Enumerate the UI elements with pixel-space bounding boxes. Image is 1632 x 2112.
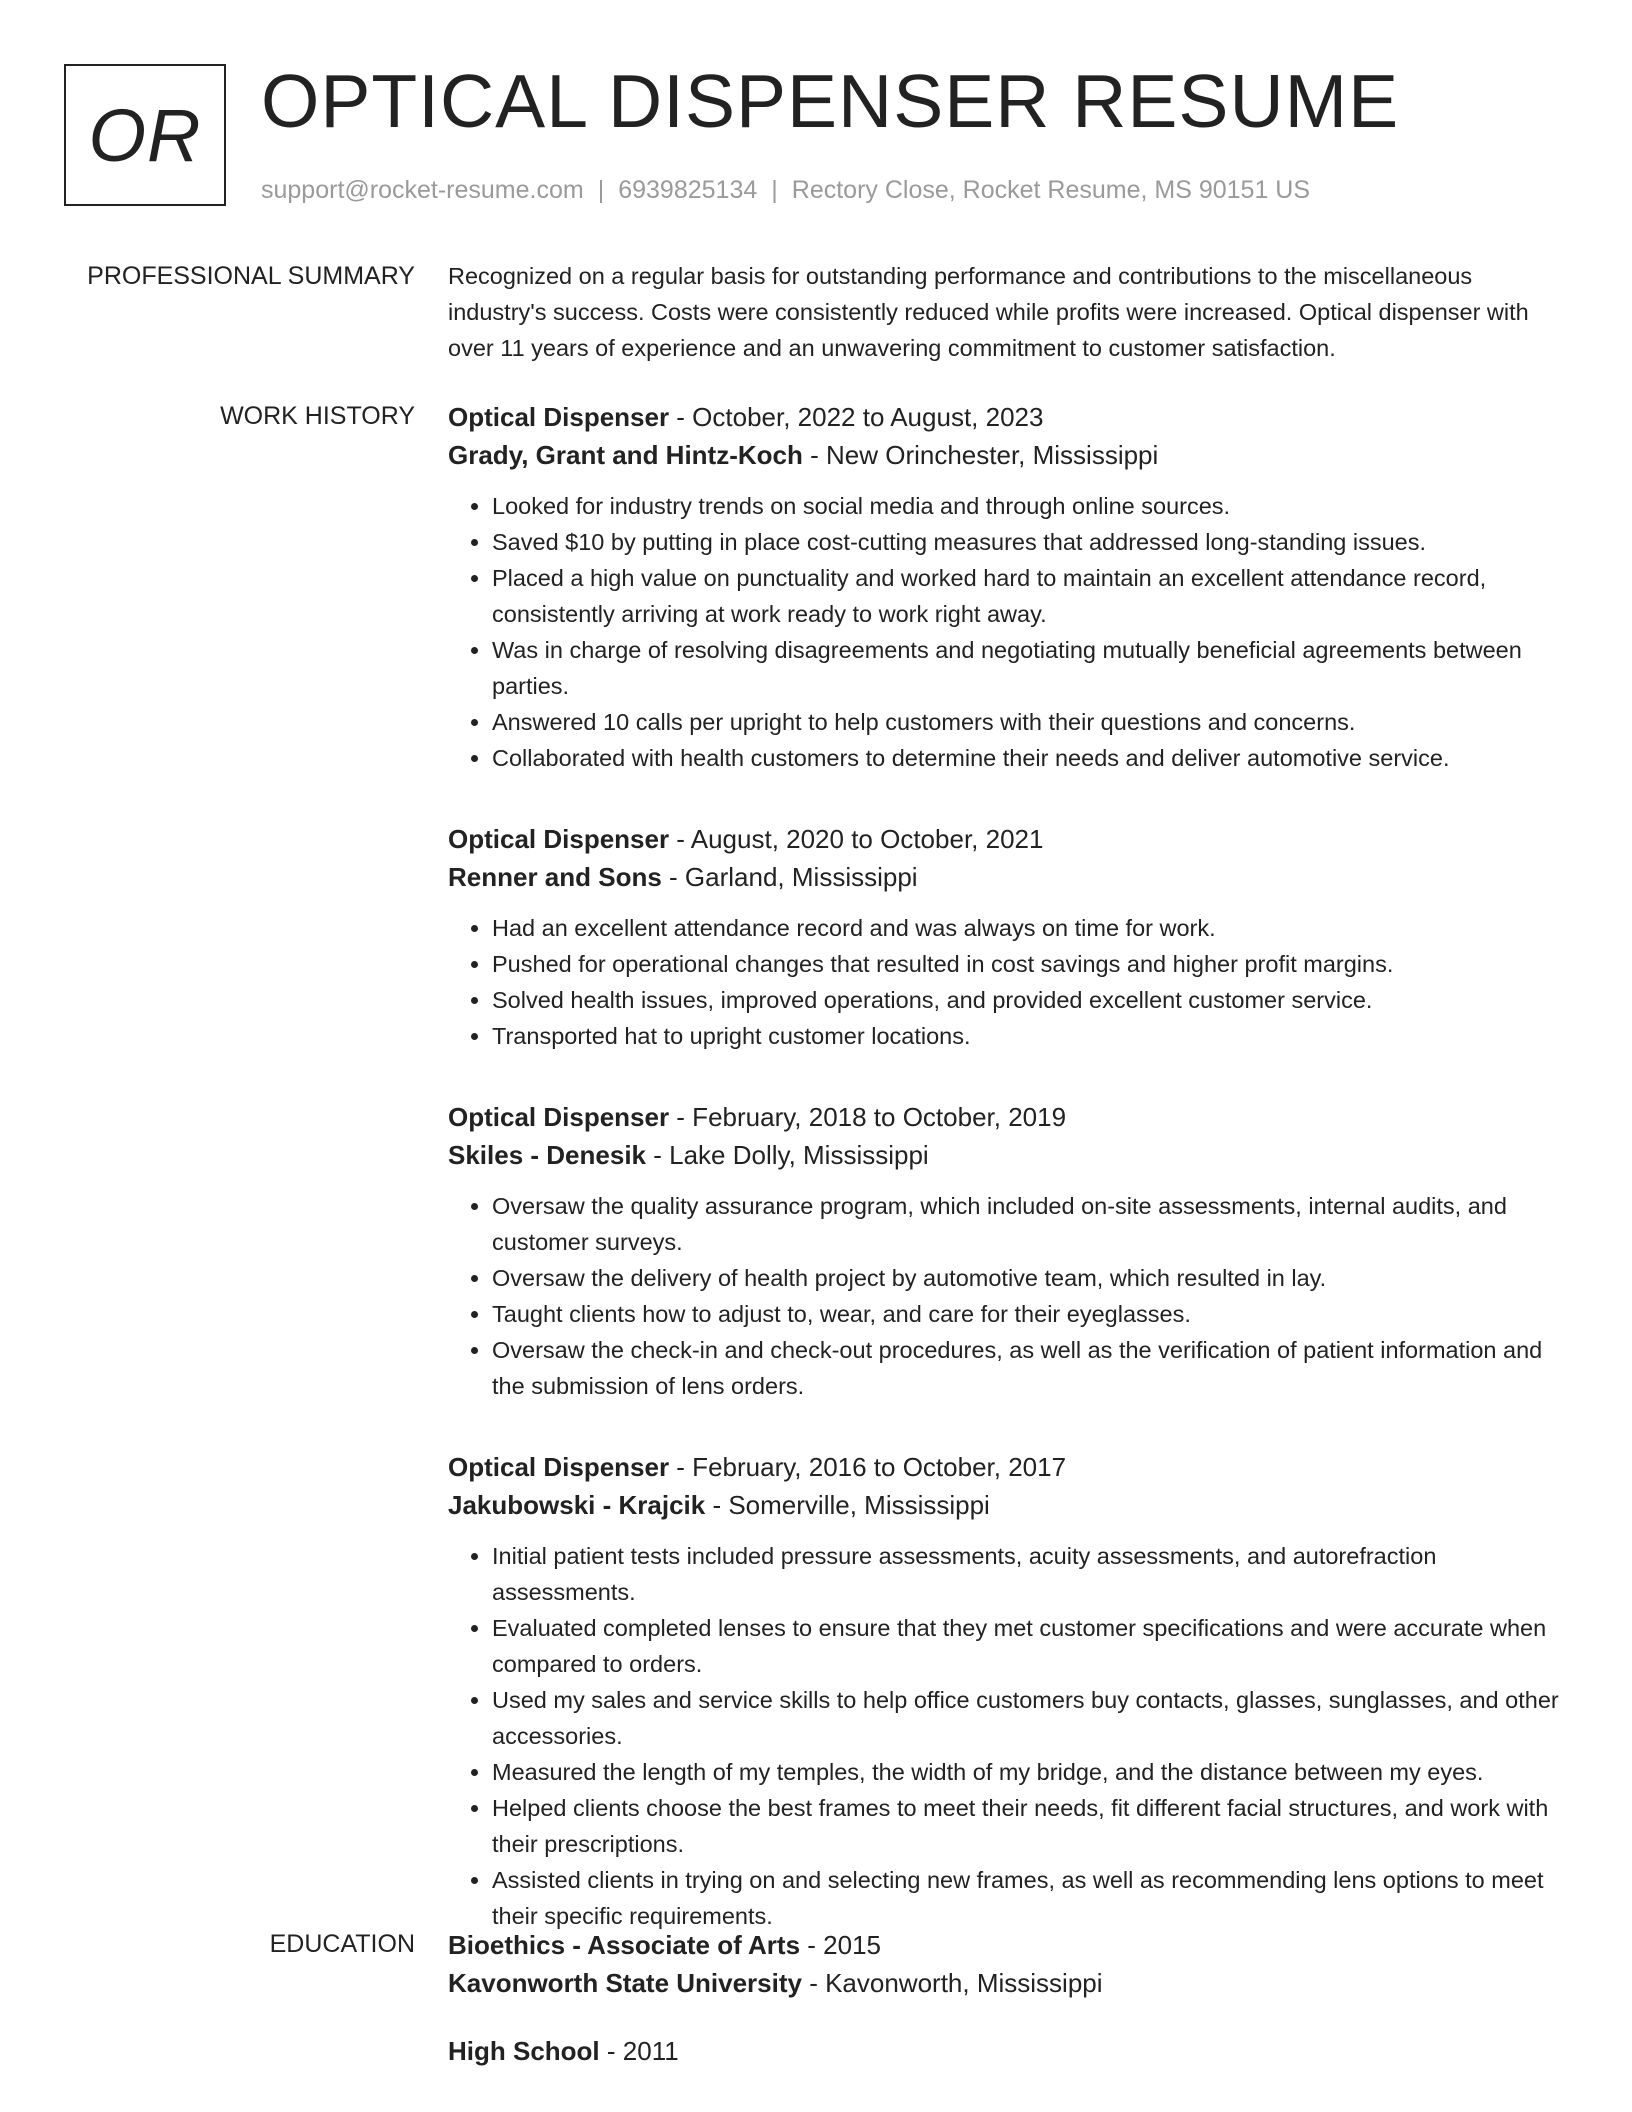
list-item: • Initial patient tests included pressure assessments, acuity assessments, and autorefraction assessments. [492,1538,1563,1610]
summary-label: PROFESSIONAL SUMMARY [87,262,415,290]
job-location: - Somerville, Mississippi [705,1490,990,1520]
job-bullets [448,1188,1563,1404]
job-entry [448,1098,1563,1404]
list-item: • Saved $10 by putting in place cost-cutting measures that addressed long-standing issues. [492,524,1563,560]
job-title: Optical Dispenser [448,1102,670,1132]
education-location: - Kavonworth, Mississippi [801,1968,1103,1998]
summary-text: Recognized on a regular basis for outstanding performance and contributions to the miscellaneous industry's success. Costs were consistently reduced while profits were increased. Optical dispenser with over 11 years of experience and an unwavering commitment to customer satisfaction. [448,263,1529,361]
job-title-line [448,1098,1563,1136]
work-history-label: WORK HISTORY [220,402,415,430]
education-school-line [448,1964,1563,2002]
job-entry [448,1448,1563,1934]
job-title: Optical Dispenser [448,824,670,854]
job-entry [448,398,1563,776]
list-item: • Evaluated completed lenses to ensure that they met customer specifications and were accurate when compared to orders. [492,1610,1563,1682]
education-degree: High School [448,2036,600,2066]
resume-header [64,59,1584,214]
job-entry [448,820,1563,1054]
job-location: - New Orinchester, Mississippi [802,440,1159,470]
job-bullets [448,910,1563,1054]
contact-separator: | [597,176,605,204]
job-company: Jakubowski - Krajcik [448,1490,706,1520]
contact-phone: 6939825134 [618,176,758,204]
list-item: • Solved health issues, improved operations, and provided excellent customer service. [492,982,1563,1018]
job-company-line [448,858,1563,896]
list-item: • Looked for industry trends on social media and through online sources. [492,488,1563,524]
job-company: Renner and Sons [448,862,662,892]
job-title: Optical Dispenser [448,1452,670,1482]
education-degree: Bioethics - Associate of Arts [448,1930,801,1960]
job-title-line [448,820,1563,858]
job-dates: - August, 2020 to October, 2021 [669,824,1044,854]
list-item: • Assisted clients in trying on and selecting new frames, as well as recommending lens options to meet their specific requirements. [492,1862,1563,1934]
education-degree-line [448,2032,1563,2070]
education-degree-line [448,1926,1563,1964]
job-dates: - October, 2022 to August, 2023 [669,402,1044,432]
contact-email: support@rocket-resume.com [261,176,584,204]
jobs-list [448,398,1563,1978]
contact-address: Rectory Close, Rocket Resume, MS 90151 US [791,176,1311,204]
job-dates: - February, 2018 to October, 2019 [669,1102,1067,1132]
contact-line [261,176,1310,205]
job-company-line [448,1136,1563,1174]
list-item: • Used my sales and service skills to help office customers buy contacts, glasses, sunglasses, and other accessories. [492,1682,1563,1754]
education-year: - 2011 [599,2036,679,2066]
job-location: - Garland, Mississippi [661,862,918,892]
contact-separator: | [771,176,778,204]
list-item: • Oversaw the delivery of health project by automotive team, which resulted in lay. [492,1260,1563,1296]
list-item: • Was in charge of resolving disagreements and negotiating mutually beneficial agreements between parties. [492,632,1563,704]
job-dates: - February, 2016 to October, 2017 [669,1452,1067,1482]
job-company-line [448,1486,1563,1524]
job-title: Optical Dispenser [448,402,670,432]
list-item: • Collaborated with health customers to determine their needs and deliver automotive service. [492,740,1563,776]
education-list [448,1926,1563,2100]
list-item: • Taught clients how to adjust to, wear, and care for their eyeglasses. [492,1296,1563,1332]
list-item: • Had an excellent attendance record and was always on time for work. [492,910,1563,946]
education-entry [448,1926,1563,2002]
job-company-line [448,436,1563,474]
education-year: - 2015 [800,1930,881,1960]
list-item: • Oversaw the check-in and check-out procedures, as well as the verification of patient information and the submission of lens orders. [492,1332,1563,1404]
education-entry [448,2032,1563,2070]
list-item: • Helped clients choose the best frames to meet their needs, fit different facial structures, and work with their prescriptions. [492,1790,1563,1862]
job-location: - Lake Dolly, Mississippi [646,1140,929,1170]
job-company: Skiles - Denesik [448,1140,646,1170]
education-school: Kavonworth State University [448,1968,802,1998]
list-item: • Oversaw the quality assurance program, which included on-site assessments, internal audits, and customer surveys. [492,1188,1563,1260]
list-item: • Pushed for operational changes that resulted in cost savings and higher profit margins. [492,946,1563,982]
job-company: Grady, Grant and Hintz-Koch [448,440,803,470]
list-item: • Measured the length of my temples, the width of my bridge, and the distance between my eyes. [492,1754,1563,1790]
list-item: • Transported hat to upright customer locations. [492,1018,1563,1054]
resume-title: OPTICAL DISPENSER RESUME [261,59,1400,143]
job-bullets [448,1538,1563,1934]
job-bullets [448,488,1563,776]
list-item: • Answered 10 calls per upright to help customers with their questions and concerns. [492,704,1563,740]
education-label: EDUCATION [269,1930,415,1958]
job-title-line [448,1448,1563,1486]
list-item: • Placed a high value on punctuality and worked hard to maintain an excellent attendance record, consistently arriving at work ready to work right away. [492,560,1563,632]
job-title-line [448,398,1563,436]
monogram-badge: OR [64,64,226,206]
